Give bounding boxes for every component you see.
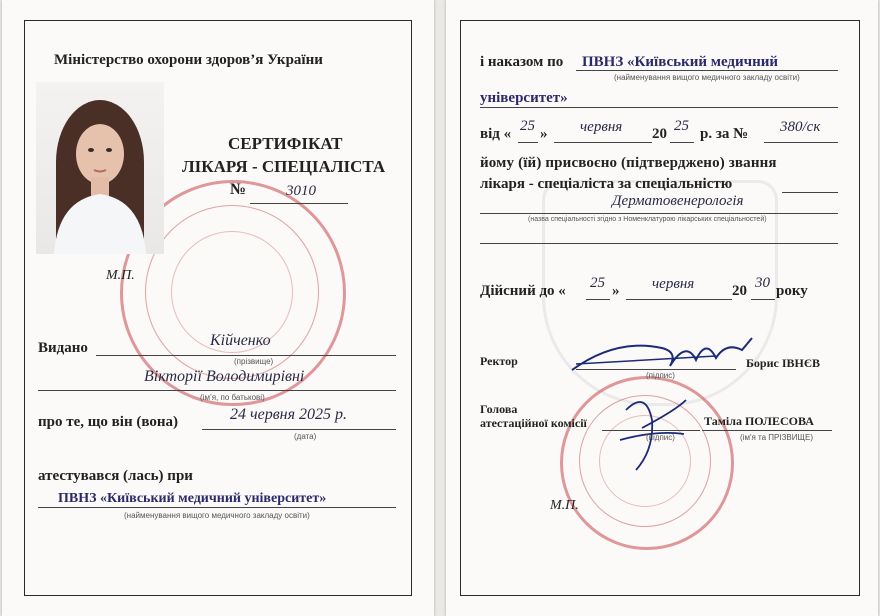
order-year-prefix: 20 — [652, 126, 667, 142]
right-stamp-place-label: М.П. — [550, 498, 579, 513]
commission-label-line2: атестаційної комісії — [480, 416, 587, 430]
certificate-left-page — [2, 0, 434, 616]
specialty-value: Дерматовенерологія — [612, 193, 744, 209]
holder-photo — [36, 82, 164, 254]
surname-caption: (прізвище) — [234, 357, 274, 366]
order-number: 380/ск — [780, 119, 821, 135]
commission-signature-caption: (підпис) — [646, 433, 675, 442]
order-day: 25 — [520, 118, 535, 134]
valid-until-label: Дійсний до « — [480, 283, 566, 299]
order-institution-caption: (найменування вищого медичного закладу освіти) — [614, 73, 800, 82]
certificate-title-line2: ЛІКАРЯ - СПЕЦІАЛІСТА — [182, 157, 386, 176]
holder-surname: Кійченко — [210, 332, 271, 349]
commission-name-caption: (ім'я та ПРІЗВИЩЕ) — [740, 433, 813, 442]
rector-signature-caption: (підпис) — [646, 371, 675, 380]
holder-given-names: Вікторії Володимирівні — [144, 368, 305, 385]
left-stamp-place-label: М.П. — [106, 268, 135, 283]
certifying-institution: ПВНЗ «Київський медичний університет» — [58, 491, 327, 506]
certification-date: 24 червня 2025 р. — [230, 406, 348, 423]
ministry-heading: Міністерство охорони здоров’я України — [54, 52, 323, 68]
about-label: про те, що він (вона) — [38, 414, 178, 430]
valid-year-suffix: 30 — [755, 275, 770, 291]
valid-day: 25 — [590, 275, 605, 291]
certificate-right-page — [446, 0, 878, 616]
order-label: і наказом по — [480, 54, 564, 70]
order-number-label: р. за № — [700, 126, 749, 142]
specialty-caption: (назва спеціальності згідно з Номенклатурою лікарських спеціальностей) — [528, 216, 767, 223]
commission-chair-name: Таміла ПОЛЕСОВА — [704, 414, 814, 428]
awarded-text-line1: йому (їй) присвоєно (підтверджено) звання — [480, 155, 777, 171]
valid-close-quote: » — [612, 283, 620, 299]
certificate-title-line1: СЕРТИФІКАТ — [228, 134, 343, 153]
rector-label: Ректор — [480, 354, 518, 368]
valid-year-word: року — [776, 283, 808, 299]
rector-name: Борис ІВНЄВ — [746, 356, 820, 370]
issued-label: Видано — [38, 340, 88, 356]
order-date-open-label: від « — [480, 126, 512, 142]
order-year-suffix: 25 — [674, 118, 689, 134]
certificate-number: 3010 — [286, 183, 316, 199]
order-institution-line2: університет» — [480, 90, 568, 106]
commission-label-line1: Голова — [480, 402, 518, 416]
valid-month: червня — [652, 276, 695, 292]
certified-at-label: атестувався (лась) при — [38, 468, 193, 484]
awarded-text-line2: лікаря - спеціаліста за спеціальністю — [480, 176, 733, 192]
certificate-number-label: № — [230, 181, 247, 198]
given-names-caption: (ім’я, по батькові) — [200, 393, 265, 402]
valid-year-prefix: 20 — [732, 283, 747, 299]
order-month: червня — [580, 119, 623, 135]
order-date-close-quote: » — [540, 126, 548, 142]
order-institution-line1: ПВНЗ «Київський медичний — [582, 54, 779, 70]
date-caption: (дата) — [294, 432, 317, 441]
certifying-institution-caption: (найменування вищого медичного закладу освіти) — [124, 511, 310, 520]
